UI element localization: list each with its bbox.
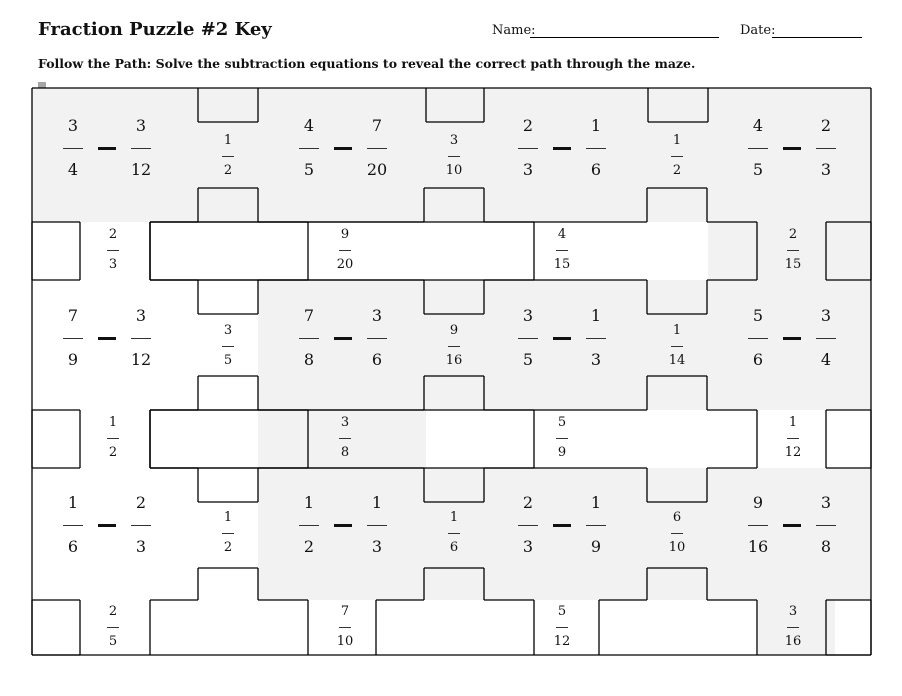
denominator: 5: [522, 350, 534, 369]
numerator: 1: [303, 493, 315, 512]
fraction-bar: [299, 338, 319, 339]
equation-term: [566, 306, 626, 370]
numerator: 7: [340, 604, 350, 619]
numerator: 1: [449, 510, 459, 525]
denominator: 3: [522, 160, 534, 179]
numerator: 1: [590, 493, 602, 512]
denominator: 20: [366, 160, 388, 179]
fraction-bar: [518, 338, 538, 339]
fraction-bar: [222, 156, 234, 157]
denominator: 3: [522, 537, 534, 556]
denominator: 10: [336, 634, 354, 649]
fraction-bar: [586, 338, 606, 339]
equation-term: [796, 493, 856, 557]
denominator: 12: [130, 160, 152, 179]
connector-answer: [424, 321, 484, 371]
numerator: 3: [223, 323, 233, 338]
denominator: 8: [820, 537, 832, 556]
connector-answer: [424, 131, 484, 181]
fraction-bar: [131, 338, 151, 339]
numerator: 2: [135, 493, 147, 512]
numerator: 3: [135, 116, 147, 135]
equation-term: [498, 116, 558, 180]
denominator: 6: [67, 537, 79, 556]
numerator: 1: [67, 493, 79, 512]
denominator: 10: [445, 163, 463, 178]
numerator: 7: [303, 306, 315, 325]
numerator: 2: [788, 227, 798, 242]
numerator: 9: [752, 493, 764, 512]
fraction-bar: [131, 525, 151, 526]
numerator: 3: [522, 306, 534, 325]
denominator: 2: [672, 163, 682, 178]
denominator: 15: [553, 257, 571, 272]
fraction-bar: [448, 346, 460, 347]
numerator: 2: [522, 493, 534, 512]
equation-term: [728, 116, 788, 180]
equation-term: [279, 493, 339, 557]
denominator: 5: [303, 160, 315, 179]
fraction-bar: [448, 156, 460, 157]
fraction-bar: [586, 525, 606, 526]
name-label: Name:: [492, 23, 536, 38]
numerator: 9: [340, 227, 350, 242]
equation-term: [43, 493, 103, 557]
equation-term: [279, 116, 339, 180]
connector-answer: [532, 413, 592, 463]
equation-term: [43, 306, 103, 370]
fraction-bar: [222, 533, 234, 534]
numerator: 3: [371, 306, 383, 325]
fraction-bar: [339, 627, 351, 628]
fraction-bar: [556, 627, 568, 628]
date-label: Date:: [740, 23, 776, 38]
fraction-bar: [748, 525, 768, 526]
denominator: 3: [108, 257, 118, 272]
denominator: 3: [371, 537, 383, 556]
numerator: 3: [340, 415, 350, 430]
numerator: 3: [788, 604, 798, 619]
denominator: 2: [108, 445, 118, 460]
numerator: 4: [303, 116, 315, 135]
numerator: 1: [223, 510, 233, 525]
equation-term: [279, 306, 339, 370]
fraction-bar: [518, 148, 538, 149]
numerator: 1: [371, 493, 383, 512]
denominator: 2: [223, 540, 233, 555]
equation-term: [111, 493, 171, 557]
fraction-bar: [107, 627, 119, 628]
numerator: 1: [672, 133, 682, 148]
fraction-bar: [671, 346, 683, 347]
fraction-bar: [63, 338, 83, 339]
denominator: 9: [557, 445, 567, 460]
equation-term: [728, 493, 788, 557]
connector-answer: [763, 602, 823, 652]
numerator: 3: [449, 133, 459, 148]
connector-answer: [315, 602, 375, 652]
connector-answer: [532, 602, 592, 652]
denominator: 2: [303, 537, 315, 556]
numerator: 5: [557, 604, 567, 619]
numerator: 1: [788, 415, 798, 430]
instructions: Follow the Path: Solve the subtraction equations to reveal the correct path through the maze.: [38, 56, 696, 71]
fraction-bar: [671, 156, 683, 157]
fraction-bar: [556, 438, 568, 439]
denominator: 6: [371, 350, 383, 369]
fraction-bar: [339, 438, 351, 439]
fraction-bar: [107, 438, 119, 439]
equation-term: [728, 306, 788, 370]
numerator: 1: [108, 415, 118, 430]
connector-answer: [763, 225, 823, 275]
denominator: 16: [784, 634, 802, 649]
denominator: 4: [67, 160, 79, 179]
fraction-bar: [63, 525, 83, 526]
denominator: 5: [752, 160, 764, 179]
numerator: 2: [522, 116, 534, 135]
equation-term: [111, 116, 171, 180]
connector-answer: [647, 508, 707, 558]
fraction-bar: [787, 627, 799, 628]
fraction-bar: [816, 148, 836, 149]
fraction-bar: [63, 148, 83, 149]
denominator: 3: [135, 537, 147, 556]
fraction-bar: [222, 346, 234, 347]
numerator: 3: [820, 306, 832, 325]
denominator: 8: [340, 445, 350, 460]
equation-term: [498, 306, 558, 370]
fraction-bar: [671, 533, 683, 534]
numerator: 1: [223, 133, 233, 148]
denominator: 2: [223, 163, 233, 178]
numerator: 4: [752, 116, 764, 135]
numerator: 1: [590, 116, 602, 135]
fraction-bar: [556, 250, 568, 251]
fraction-bar: [367, 148, 387, 149]
connector-answer: [647, 131, 707, 181]
denominator: 5: [108, 634, 118, 649]
equation-term: [566, 493, 626, 557]
fraction-bar: [299, 525, 319, 526]
fraction-bar: [299, 148, 319, 149]
denominator: 16: [445, 353, 463, 368]
denominator: 12: [553, 634, 571, 649]
equation-term: [796, 306, 856, 370]
connector-answer: [83, 413, 143, 463]
fraction-bar: [816, 338, 836, 339]
numerator: 5: [752, 306, 764, 325]
denominator: 15: [784, 257, 802, 272]
denominator: 20: [336, 257, 354, 272]
denominator: 14: [668, 353, 686, 368]
connector-answer: [315, 225, 375, 275]
numerator: 3: [135, 306, 147, 325]
denominator: 9: [67, 350, 79, 369]
denominator: 12: [784, 445, 802, 460]
numerator: 4: [557, 227, 567, 242]
connector-answer: [198, 131, 258, 181]
denominator: 9: [590, 537, 602, 556]
denominator: 6: [752, 350, 764, 369]
equation-term: [796, 116, 856, 180]
equation-term: [347, 493, 407, 557]
fraction-bar: [131, 148, 151, 149]
numerator: 6: [672, 510, 682, 525]
fraction-bar: [518, 525, 538, 526]
connector-answer: [83, 602, 143, 652]
denominator: 3: [590, 350, 602, 369]
numerator: 5: [557, 415, 567, 430]
denominator: 16: [747, 537, 769, 556]
denominator: 10: [668, 540, 686, 555]
numerator: 2: [820, 116, 832, 135]
equation-term: [566, 116, 626, 180]
numerator: 7: [67, 306, 79, 325]
equation-term: [347, 306, 407, 370]
denominator: 8: [303, 350, 315, 369]
fraction-bar: [367, 525, 387, 526]
numerator: 9: [449, 323, 459, 338]
denominator: 5: [223, 353, 233, 368]
fraction-bar: [367, 338, 387, 339]
connector-answer: [424, 508, 484, 558]
numerator: 2: [108, 227, 118, 242]
connector-answer: [198, 321, 258, 371]
numerator: 7: [371, 116, 383, 135]
numerator: 3: [820, 493, 832, 512]
numerator: 2: [108, 604, 118, 619]
fraction-bar: [748, 338, 768, 339]
equation-term: [498, 493, 558, 557]
equation-term: [111, 306, 171, 370]
fraction-bar: [448, 533, 460, 534]
denominator: 12: [130, 350, 152, 369]
connector-answer: [198, 508, 258, 558]
connector-answer: [315, 413, 375, 463]
fraction-bar: [787, 438, 799, 439]
fraction-bar: [748, 148, 768, 149]
fraction-bar: [586, 148, 606, 149]
numerator: 3: [67, 116, 79, 135]
denominator: 4: [820, 350, 832, 369]
connector-answer: [83, 225, 143, 275]
connector-answer: [647, 321, 707, 371]
numerator: 1: [672, 323, 682, 338]
fraction-bar: [339, 250, 351, 251]
fraction-bar: [107, 250, 119, 251]
equation-term: [43, 116, 103, 180]
numerator: 1: [590, 306, 602, 325]
denominator: 6: [449, 540, 459, 555]
connector-answer: [763, 413, 823, 463]
connector-answer: [532, 225, 592, 275]
fraction-bar: [787, 250, 799, 251]
denominator: 3: [820, 160, 832, 179]
denominator: 6: [590, 160, 602, 179]
page-title: Fraction Puzzle #2 Key: [38, 19, 272, 40]
equation-term: [347, 116, 407, 180]
fraction-bar: [816, 525, 836, 526]
